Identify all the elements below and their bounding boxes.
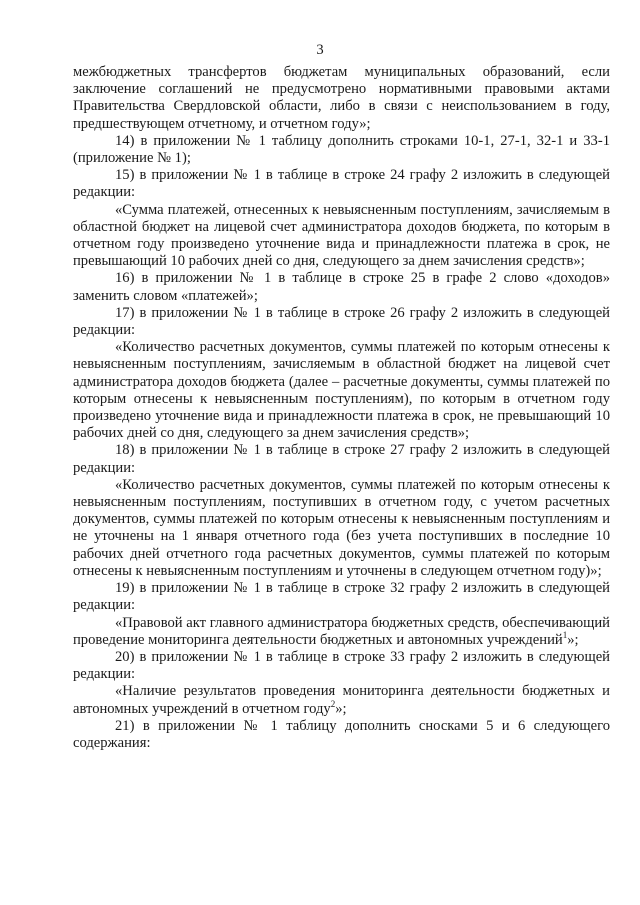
paragraph: 17) в приложении № 1 в таблице в строке 26 графу 2 изложить в следующей редакции: (73, 304, 610, 339)
paragraph: 21) в приложении № 1 таблицу дополнить сносками 5 и 6 следующего содержания: (73, 717, 610, 751)
paragraph (73, 683, 610, 717)
paragraph (73, 615, 610, 649)
paragraph-tail: »; (567, 631, 579, 648)
page-number: 3 (316, 42, 324, 58)
paragraph-text: «Наличие результатов проведения мониторинга деятельности бюджетных и автономных учреждений в отчетном году (73, 683, 610, 717)
paragraph: «Сумма платежей, отнесенных к невыясненным поступлениям, зачисляемым в областной бюджет на лицевой счет администратора доходов бюджета, по которым в отчетном году произведено уточнение вида и принадлежности платежа в срок, не превышающий 10 рабочих дней со дня, следующего за днем зачисления средств»; (73, 201, 610, 270)
paragraph: 15) в приложении № 1 в таблице в строке 24 графу 2 изложить в следующей редакции: (73, 167, 610, 201)
paragraph: «Количество расчетных документов, суммы платежей по которым отнесены к невыясненным поступлениям, поступивших в отчетном году, с учетом расчетных документов, суммы платежей по которым отнесены к невыясненным поступлениям и не уточнены на 1 января отчетного года (без учета поступивших в последние 10 рабочих дней отчетного года расчетных документов, суммы платежей по которым отнесены к невыясненным поступлениям и уточнены в следующем отчетном году)»; (73, 476, 610, 579)
footnote-ref: 1 (562, 629, 568, 640)
paragraph: «Количество расчетных документов, суммы платежей по которым отнесены к невыясненным поступлениям, зачисляемым в областной бюджет на лицевой счет администратора доходов бюджета (далее – расчетные документы, суммы платежей по которым отнесены к невыясненным поступлениям), по которым в отчетном году произведено уточнение вида и принадлежности платежа в срок, не превышающий 10 рабочих дней со дня, следующего за днем зачисления средств»; (73, 339, 610, 442)
paragraph: 18) в приложении № 1 в таблице в строке 27 графу 2 изложить в следующей редакции: (73, 442, 610, 476)
paragraph: 14) в приложении № 1 таблицу дополнить строками 10-1, 27-1, 32-1 и 33-1 (приложение № 1); (73, 132, 610, 167)
paragraph: 16) в приложении № 1 в таблице в строке 25 в графе 2 слово «доходов» заменить словом «платежей»; (73, 270, 610, 304)
paragraph: 20) в приложении № 1 в таблице в строке 33 графу 2 изложить в следующей редакции: (73, 648, 610, 683)
document-body (73, 64, 610, 752)
paragraph: межбюджетных трансфертов бюджетам муниципальных образований, если заключение соглашений не предусмотрено нормативными правовыми актами Правительства Свердловской области, либо в связи с неиспользованием в году, предшествующем отчетному, и отчетном году»; (73, 64, 610, 132)
paragraph-tail: »; (335, 700, 347, 717)
paragraph: 19) в приложении № 1 в таблице в строке 32 графу 2 изложить в следующей редакции: (73, 580, 610, 614)
footnote-ref: 2 (330, 698, 336, 709)
paragraph-text: «Правовой акт главного администратора бюджетных средств, обеспечивающий проведение мониторинга деятельности бюджетных и автономных учреждений (73, 614, 610, 648)
